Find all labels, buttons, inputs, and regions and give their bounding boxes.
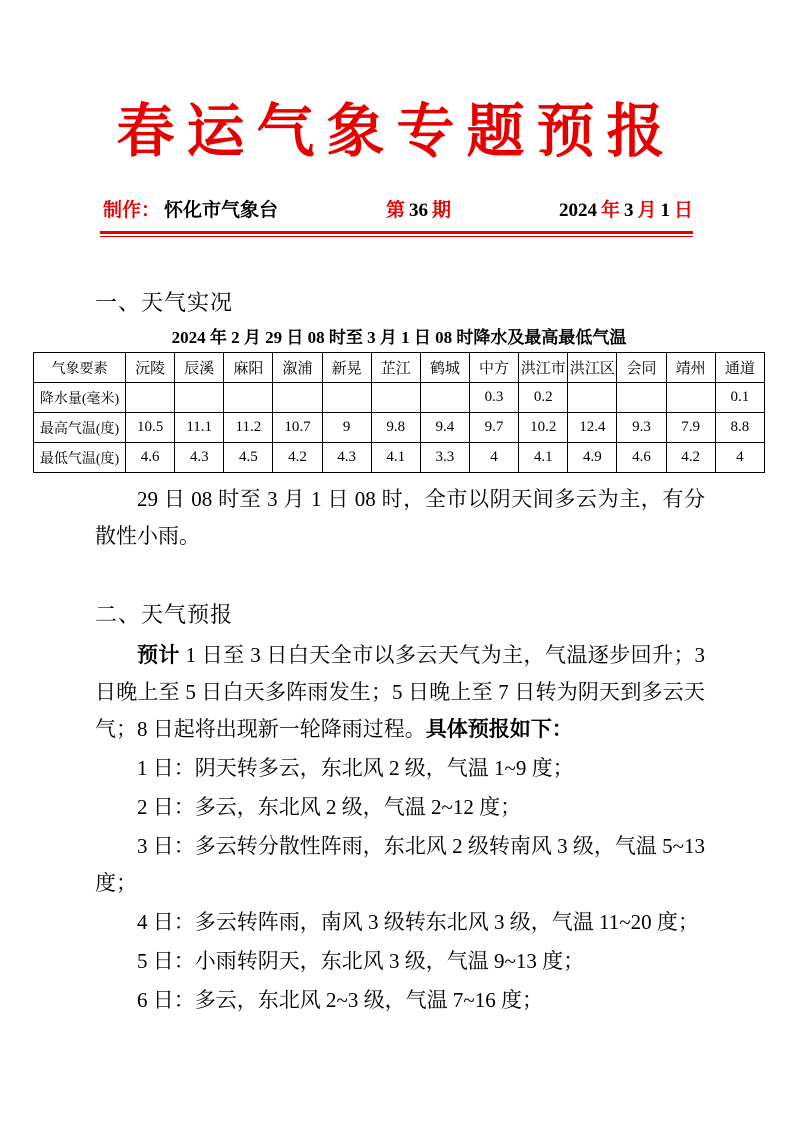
table-cell: 4.2	[273, 443, 322, 473]
issue-date	[559, 199, 693, 223]
table-cell: 3.3	[420, 443, 469, 473]
column-station-13: 通道	[715, 353, 764, 383]
table-cell: 9.4	[420, 413, 469, 443]
forecast-item: 4 日：多云转阵雨，南风 3 级转东北风 3 级，气温 11~20 度；	[137, 910, 699, 934]
table-cell: 11.2	[224, 413, 273, 443]
table-cell: 11.1	[175, 413, 224, 443]
date-day: 1	[660, 200, 670, 221]
table-cell: 4.9	[568, 443, 617, 473]
date-year: 2024	[558, 200, 597, 221]
table-cell	[175, 383, 224, 413]
weather-table-head	[34, 353, 765, 383]
column-station-10: 洪江区	[568, 353, 617, 383]
column-element-label: 气象要素	[34, 353, 126, 383]
column-station-12: 靖州	[666, 353, 715, 383]
table-header-row	[34, 353, 765, 383]
weather-summary-paragraph: 29 日 08 时至 3 月 1 日 08 时，全市以阴天间多云为主，有分散性小雨。	[95, 487, 705, 548]
table-cell: 4.1	[371, 443, 420, 473]
section1-heading: 一、天气实况	[95, 290, 234, 315]
weather-table-body	[34, 383, 765, 473]
table-cell	[126, 383, 175, 413]
column-station-8: 中方	[469, 353, 518, 383]
forecast-item: 1 日：阴天转多云，东北风 2 级，气温 1~9 度；	[137, 756, 574, 780]
issue-prefix: 第	[385, 200, 405, 221]
issue-number: 36	[408, 200, 428, 221]
column-station-5: 新晃	[322, 353, 371, 383]
table-cell	[666, 383, 715, 413]
table-cell: 12.4	[568, 413, 617, 443]
maker-label: 制作：	[103, 200, 161, 221]
column-station-9: 洪江市	[519, 353, 568, 383]
table-cell: 4.6	[617, 443, 666, 473]
table-cell	[568, 383, 617, 413]
date-day-unit: 日	[673, 200, 693, 221]
table-cell: 4	[469, 443, 518, 473]
table-cell: 7.9	[666, 413, 715, 443]
table-cell	[371, 383, 420, 413]
table-cell: 10.2	[519, 413, 568, 443]
table-cell: 10.7	[273, 413, 322, 443]
date-month: 3	[623, 200, 634, 221]
header-divider-rule	[100, 231, 693, 237]
table-cell	[322, 383, 371, 413]
table-cell	[224, 383, 273, 413]
forecast-item: 2 日：多云，东北风 2 级，气温 2~12 度；	[137, 795, 522, 819]
table-cell: 4	[715, 443, 764, 473]
column-station-7: 鹤城	[420, 353, 469, 383]
column-station-1: 沅陵	[126, 353, 175, 383]
forecast-item: 3 日：多云转分散性阵雨，东北风 2 级转南风 3 级，气温 5~13 度；	[95, 834, 705, 895]
column-station-3: 麻阳	[224, 353, 273, 383]
row-label: 最高气温(度)	[34, 413, 126, 443]
forecast-intro-lead: 预计	[137, 643, 180, 667]
table-cell: 4.5	[224, 443, 273, 473]
table-row	[34, 443, 765, 473]
column-station-2: 辰溪	[175, 353, 224, 383]
row-label: 降水量(毫米)	[34, 383, 126, 413]
weather-table	[33, 352, 765, 473]
document-title: 春运气象专题预报	[116, 97, 677, 165]
table-cell: 4.6	[126, 443, 175, 473]
date-month-unit: 月	[637, 200, 657, 221]
table-cell	[617, 383, 666, 413]
forecast-intro-tail: 具体预报如下：	[425, 717, 573, 741]
row-label: 最低气温(度)	[34, 443, 126, 473]
forecast-items	[0, 750, 793, 1019]
table-cell: 0.2	[519, 383, 568, 413]
table-row	[34, 383, 765, 413]
issue-number-segment	[386, 199, 451, 223]
maker-segment	[103, 199, 278, 223]
forecast-intro-text: 1 日至 3 日白天全市以多云天气为主，气温逐步回升；3 日晚上至 5 日白天多阵雨发生；5 日晚上至 7 日转为阴天到多云天气；8 日起将出现新一轮降雨过程。	[95, 643, 706, 741]
forecast-item: 5 日：小雨转阴天，东北风 3 级，气温 9~13 度；	[137, 949, 585, 973]
column-station-4: 溆浦	[273, 353, 322, 383]
table-cell: 4.3	[175, 443, 224, 473]
table-cell: 8.8	[715, 413, 764, 443]
forecast-intro-paragraph	[95, 637, 705, 748]
weather-table-title: 2024 年 2 月 29 日 08 时至 3 月 1 日 08 时降水及最高最低气温	[171, 328, 627, 347]
table-cell: 4.2	[666, 443, 715, 473]
table-cell: 9	[322, 413, 371, 443]
table-row	[34, 413, 765, 443]
section2-heading: 二、天气预报	[95, 602, 234, 627]
table-cell: 9.7	[469, 413, 518, 443]
table-cell: 4.3	[322, 443, 371, 473]
table-cell: 0.3	[469, 383, 518, 413]
table-cell: 9.8	[371, 413, 420, 443]
table-cell: 9.3	[617, 413, 666, 443]
column-station-11: 会同	[617, 353, 666, 383]
column-station-6: 芷江	[371, 353, 420, 383]
forecast-item: 6 日：多云，东北风 2~3 级，气温 7~16 度；	[137, 988, 543, 1012]
issue-suffix: 期	[431, 200, 451, 221]
date-year-unit: 年	[600, 200, 620, 221]
table-cell	[273, 383, 322, 413]
maker-name: 怀化市气象台	[164, 200, 279, 221]
table-cell: 0.1	[715, 383, 764, 413]
table-cell: 4.1	[519, 443, 568, 473]
issue-line	[103, 199, 693, 223]
table-cell: 10.5	[126, 413, 175, 443]
table-cell	[420, 383, 469, 413]
